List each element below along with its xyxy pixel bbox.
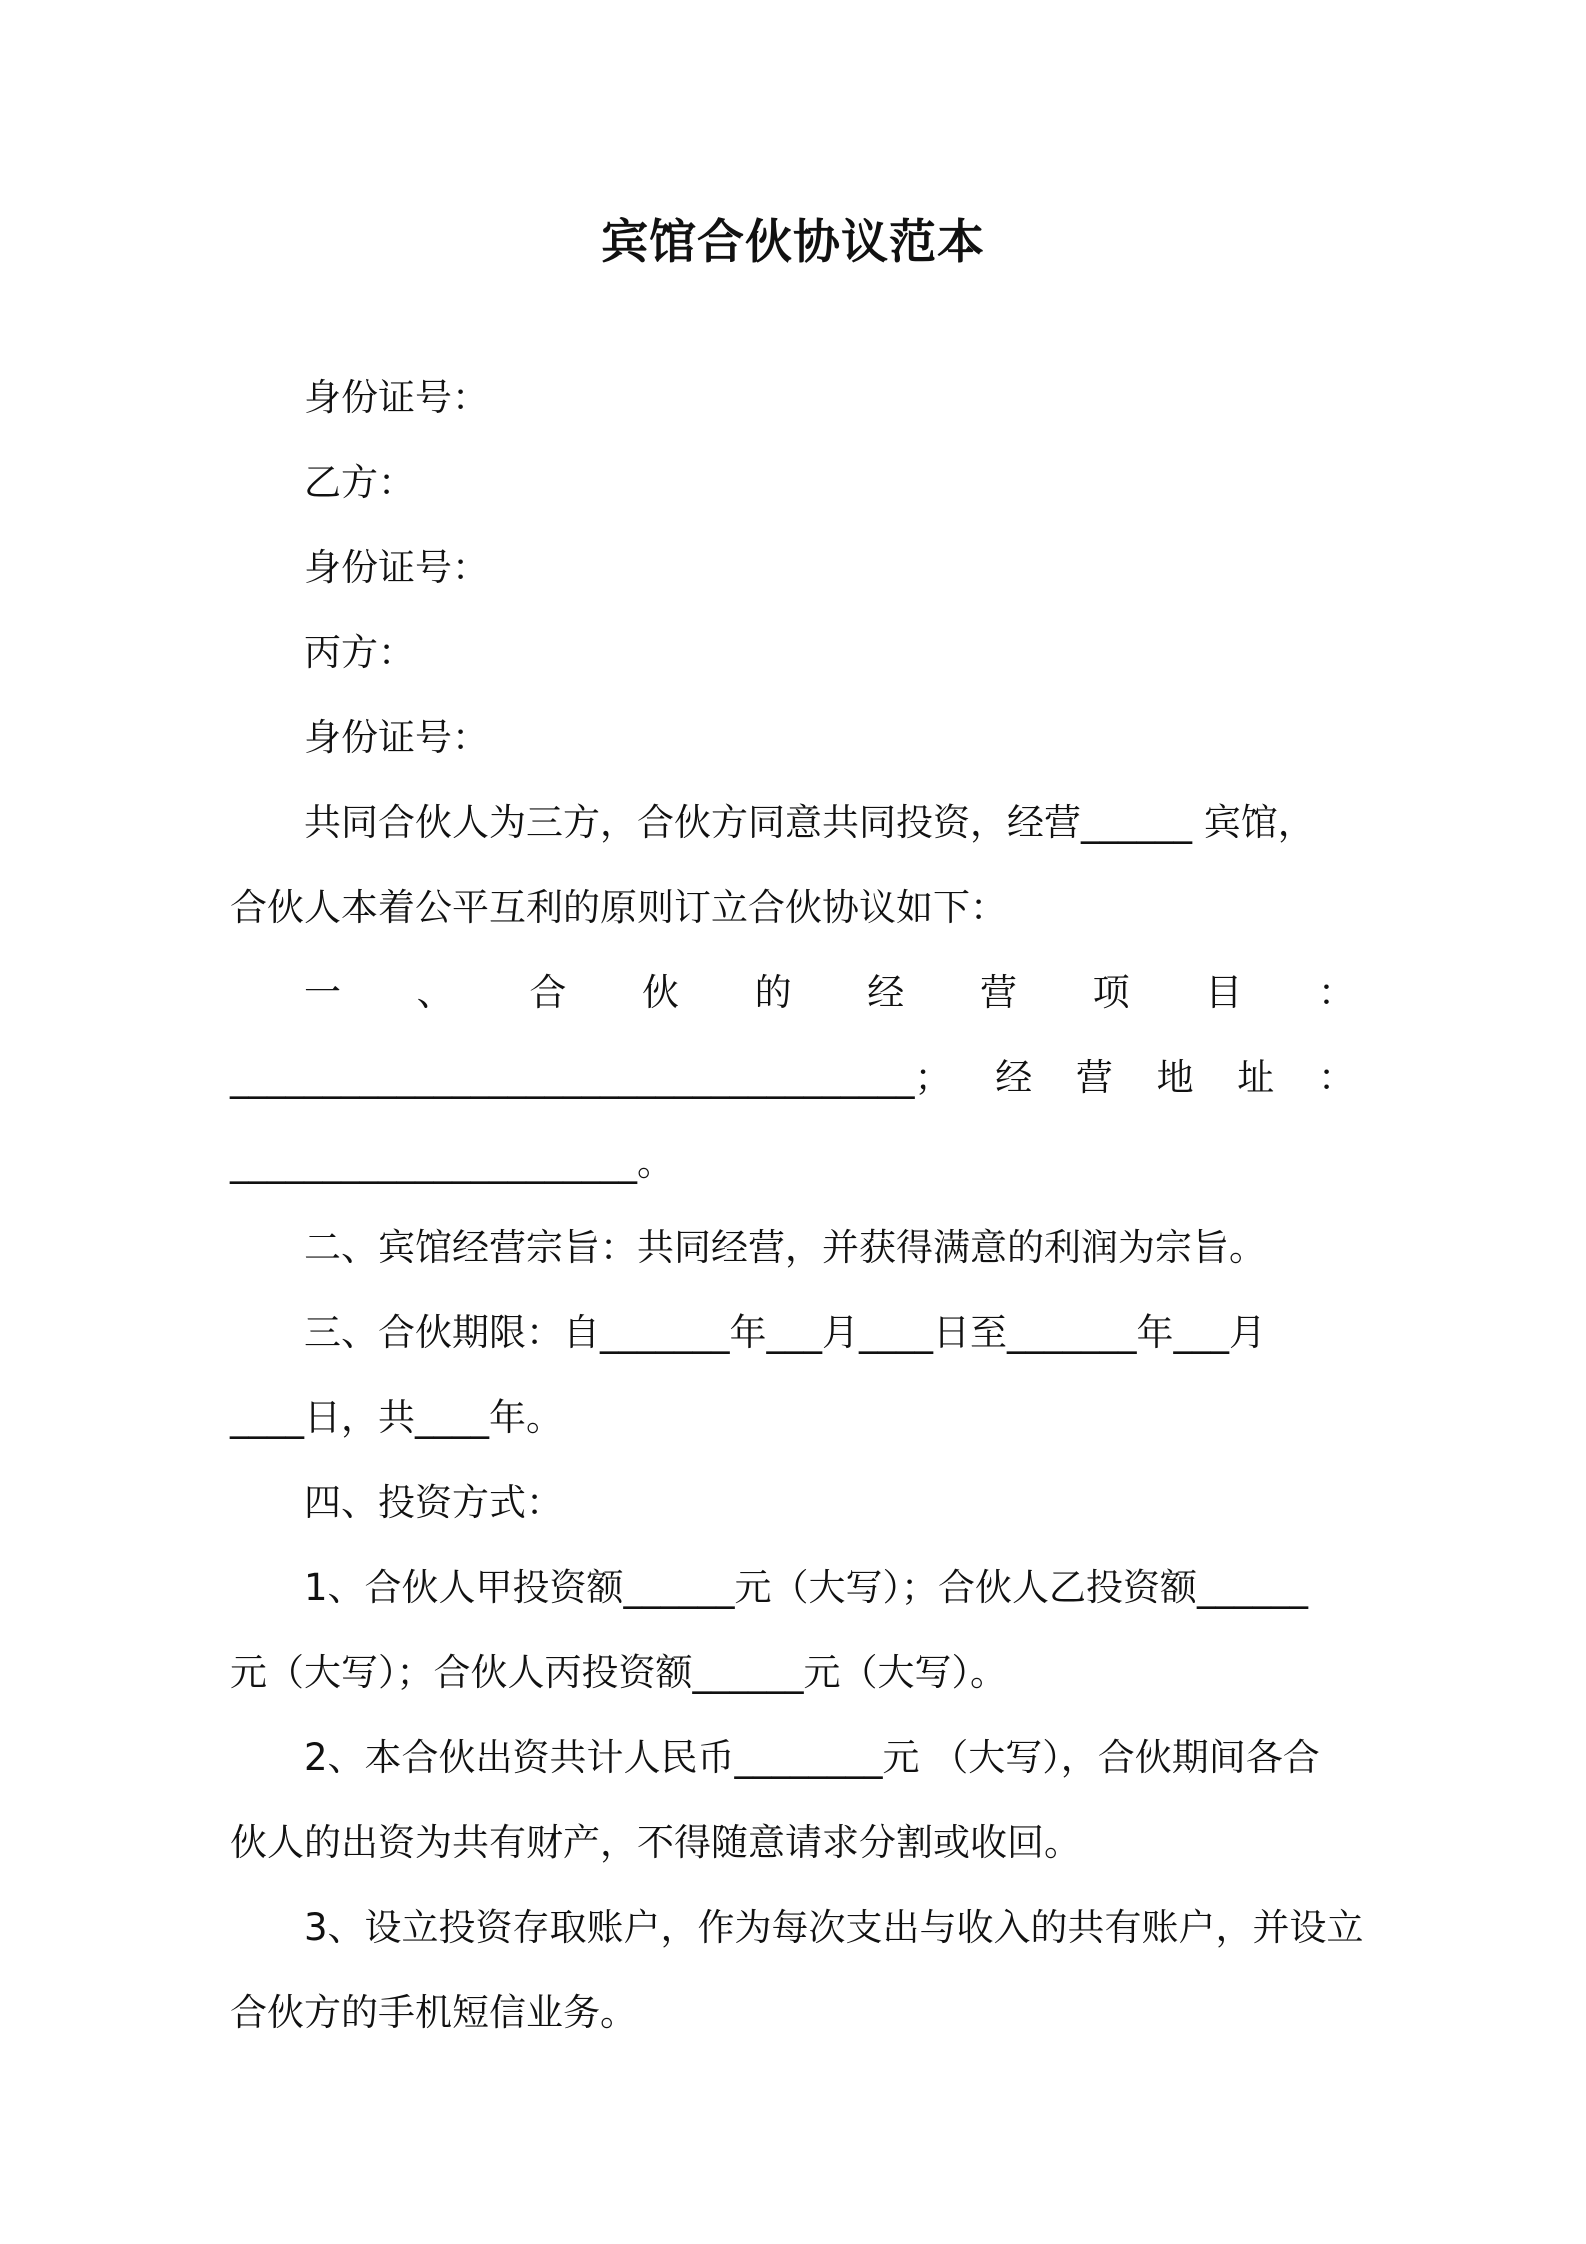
business-item-blank: _____________________________________；: [230, 1056, 952, 1099]
address-label-char: 地: [1156, 1056, 1194, 1099]
document-title: 宾馆合伙协议范本: [601, 215, 985, 270]
clause-4-1-line-1: 1、合伙人甲投资额______元（大写）；合伙人乙投资额______: [304, 1566, 1309, 1609]
clause-4-3-line-1: 3、设立投资存取账户，作为每次支出与收入的共有账户，并设立: [304, 1906, 1364, 1949]
address-label-char: ：: [1317, 1056, 1355, 1099]
clause-4-3-line-2: 合伙方的手机短信业务。: [230, 1991, 637, 2034]
address-label-char: 经: [995, 1056, 1033, 1099]
clause-1-heading-line: [230, 950, 1355, 1035]
clause-4-2-line-1: 2、本合伙出资共计人民币________元 （大写），合伙期间各合: [304, 1736, 1320, 1779]
clause-1-char: 经: [867, 971, 905, 1014]
clause-1-address-line: [230, 1035, 1355, 1120]
clause-1-char: ：: [1317, 971, 1355, 1014]
clause-1-char: 项: [1092, 971, 1130, 1014]
clause-1-char: 目: [1205, 971, 1243, 1014]
clause-1-char: 一: [304, 971, 341, 1014]
id-number-line-2: 身份证号：: [304, 546, 489, 589]
clause-3-line-1: 三、合伙期限：自_______年___月____日至_______年___月: [304, 1311, 1266, 1354]
clause-1-char: 合: [529, 971, 567, 1014]
address-blank-line: ______________________。: [230, 1141, 674, 1184]
clause-4-2-line-2: 伙人的出资为共有财产，不得随意请求分割或收回。: [230, 1821, 1081, 1864]
clause-4-heading: 四、投资方式：: [304, 1481, 563, 1524]
address-label-char: 址: [1237, 1056, 1275, 1099]
party-b-line: 乙方：: [304, 461, 415, 504]
clause-1-char: 、: [416, 971, 454, 1014]
clause-1-char: 营: [979, 971, 1017, 1014]
intro-paragraph-line-2: 合伙人本着公平互利的原则订立合伙协议如下：: [230, 886, 1007, 929]
id-number-line-1: 身份证号：: [304, 376, 489, 419]
intro-paragraph-line-1: 共同合伙人为三方，合伙方同意共同投资，经营______ 宾馆，: [304, 801, 1315, 844]
clause-1-char: 的: [754, 971, 792, 1014]
clause-3-line-2: ____日，共____年。: [230, 1396, 563, 1439]
document-body: [230, 355, 1364, 2055]
address-label-char: 营: [1075, 1056, 1113, 1099]
id-number-line-3: 身份证号：: [304, 716, 489, 759]
clause-2-line: 二、宾馆经营宗旨：共同经营，并获得满意的利润为宗旨。: [304, 1226, 1266, 1269]
clause-1-char: 伙: [641, 971, 679, 1014]
clause-4-1-line-2: 元（大写）；合伙人丙投资额______元（大写）。: [230, 1651, 1007, 1694]
party-c-line: 丙方：: [304, 631, 415, 674]
